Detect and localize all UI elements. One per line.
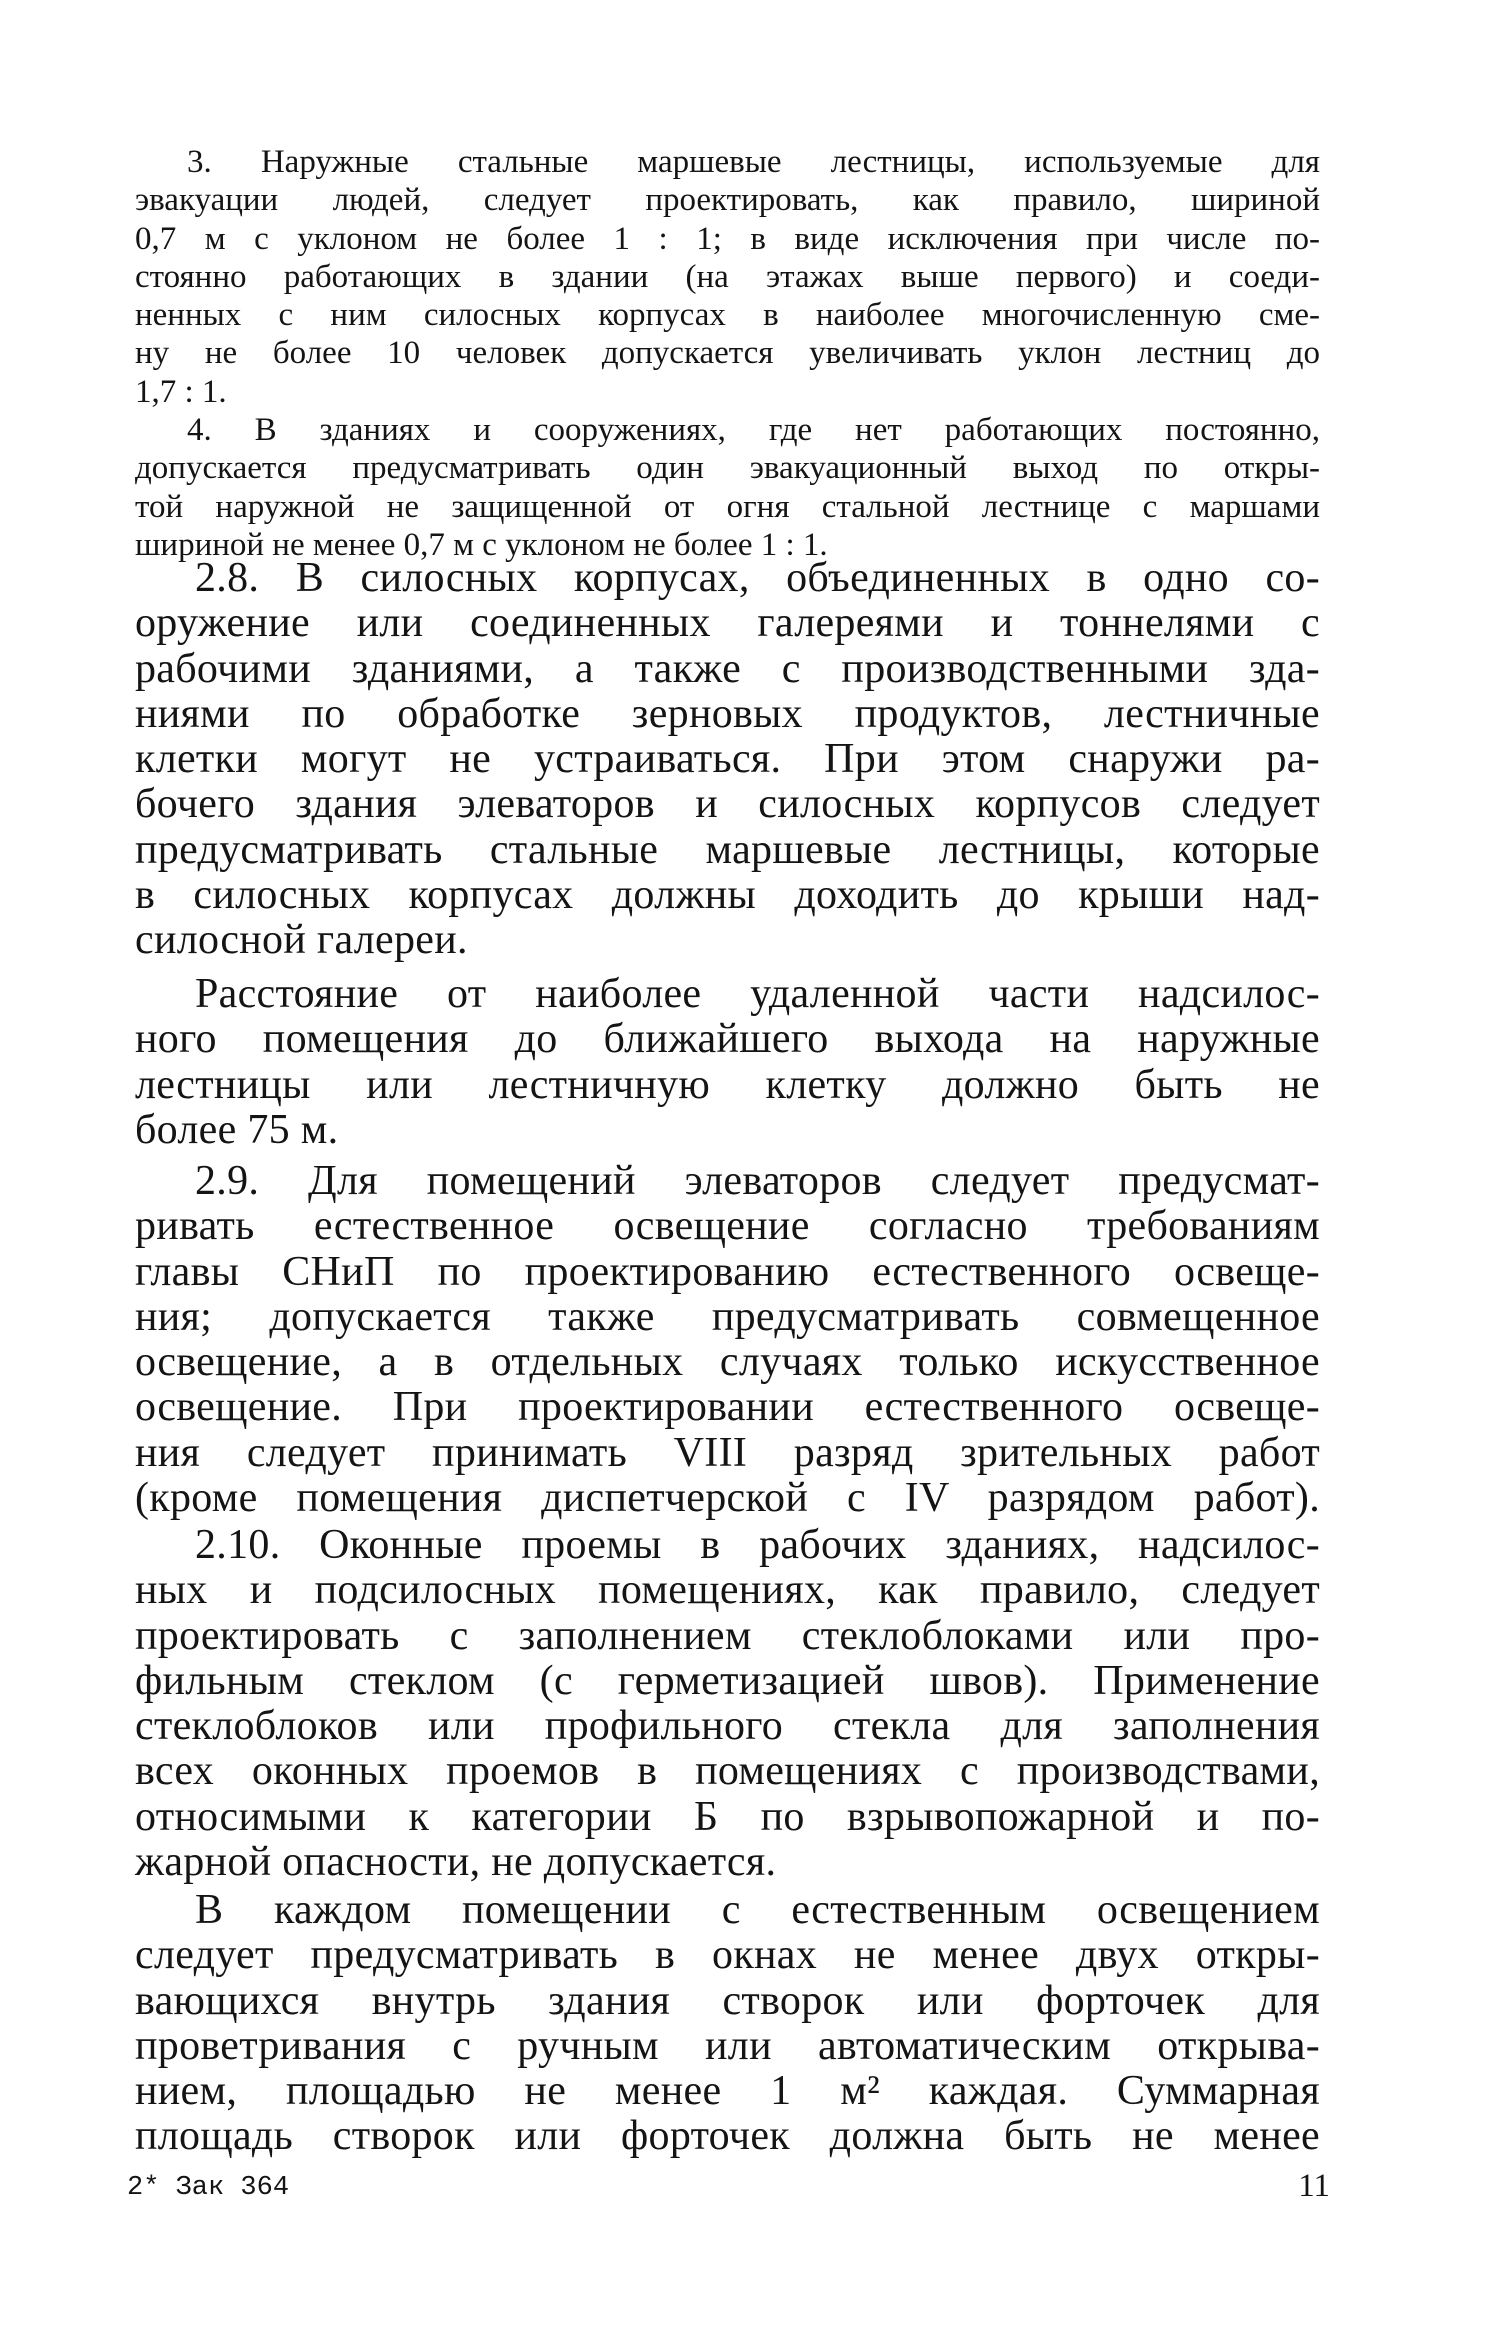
text-line: силосной галереи. xyxy=(135,917,468,964)
text-line: 4. В зданиях и сооружениях, где нет работающих постоянно, xyxy=(187,412,1320,448)
section-2-9 xyxy=(135,1159,1320,1521)
text-line: ну не более 10 человек допускается увеличивать уклон лестниц до xyxy=(135,335,1320,372)
text-line: рабочими зданиями, а также с производственными зда- xyxy=(135,645,1320,692)
text-line: ненных с ним силосных корпусах в наиболее многочисленную сме- xyxy=(135,297,1320,334)
text-line: 3. Наружные стальные маршевые лестницы, используемые для xyxy=(187,144,1320,180)
text-line: В каждом помещении с естественным освещением xyxy=(195,1887,1320,1933)
text-line: эвакуации людей, следует проектировать, как правило, шириной xyxy=(135,182,1320,219)
text-line: той наружной не защищенной от огня стальной лестнице с маршами xyxy=(135,488,1320,525)
text-line: вающихся внутрь здания створок или форточек для xyxy=(135,1977,1320,2024)
text-line: 0,7 м с уклоном не более 1 : 1; в виде исключения при числе по- xyxy=(135,220,1320,257)
text-line: предусматривать стальные маршевые лестницы, которые xyxy=(135,826,1320,873)
text-line: ния; допускается также предусматривать совмещенное xyxy=(135,1293,1320,1340)
text-line: (кроме помещения диспетчерской с IV разрядом работ). xyxy=(135,1475,1320,1522)
text-line: клетки могут не устраиваться. При этом снаружи ра- xyxy=(135,736,1320,783)
text-line: 2.10. Оконные проемы в рабочих зданиях, надсилос- xyxy=(195,1522,1320,1568)
text-line: 2.8. В силосных корпусах, объединенных в одно со- xyxy=(195,555,1320,601)
text-line: площадь створок или форточек должна быть не менее xyxy=(135,2113,1320,2160)
section-2-10 xyxy=(135,1523,1320,1885)
section-2-8 xyxy=(135,556,1320,964)
text-line: стоянно работающих в здании (на этажах выше первого) и соеди- xyxy=(135,258,1320,295)
text-line: жарной опасности, не допускается. xyxy=(135,1839,777,1886)
text-line: стеклоблоков или профильного стекла для заполнения xyxy=(135,1703,1320,1750)
text-line: ниями по обработке зерновых продуктов, лестничные xyxy=(135,690,1320,737)
text-line: главы СНиП по проектированию естественного освеще- xyxy=(135,1248,1320,1295)
page-number: 11 xyxy=(1298,2168,1330,2204)
paragraph-3 xyxy=(135,143,1320,411)
text-line: следует предусматривать в окнах не менее двух откры- xyxy=(135,1932,1320,1979)
text-line: в силосных корпусах должны доходить до крыши над- xyxy=(135,872,1320,919)
section-2-10-continued xyxy=(135,1888,1320,2160)
text-line: шириной не менее 0,7 м с уклоном не более 1 : 1. xyxy=(135,526,828,563)
text-line: проектировать с заполнением стеклоблоками или про- xyxy=(135,1612,1320,1659)
text-line: освещение. При проектировании естественного освеще- xyxy=(135,1384,1320,1431)
text-line: относимыми к категории Б по взрывопожарной и по- xyxy=(135,1793,1320,1840)
text-line: 2.9. Для помещений элеваторов следует предусмат- xyxy=(195,1158,1320,1204)
text-line: оружение или соединенных галереями и тоннелями с xyxy=(135,600,1320,647)
text-line: нием, площадью не менее 1 м² каждая. Суммарная xyxy=(135,2068,1320,2115)
text-line: лестницы или лестничную клетку должно быть не xyxy=(135,1061,1320,1108)
section-2-8-continued xyxy=(135,972,1320,1153)
text-line: Расстояние от наиболее удаленной части надсилос- xyxy=(195,971,1320,1017)
text-line: фильным стеклом (с герметизацией швов). Применение xyxy=(135,1657,1320,1704)
text-line: освещение, а в отдельных случаях только искусственное xyxy=(135,1339,1320,1386)
text-line: всех оконных проемов в помещениях с производствами, xyxy=(135,1748,1320,1795)
text-line: ных и подсилосных помещениях, как правило, следует xyxy=(135,1567,1320,1614)
text-line: ния следует принимать VIII разряд зрительных работ xyxy=(135,1429,1320,1476)
print-signature: 2* Зак 364 xyxy=(127,2173,290,2203)
text-line: проветривания с ручным или автоматическим открыва- xyxy=(135,2022,1320,2069)
text-line: допускается предусматривать один эвакуационный выход по откры- xyxy=(135,450,1320,487)
text-line: ривать естественное освещение согласно требованиям xyxy=(135,1203,1320,1250)
text-line: бочего здания элеваторов и силосных корпусов следует xyxy=(135,781,1320,828)
text-line: более 75 м. xyxy=(135,1106,339,1153)
text-line: 1,7 : 1. xyxy=(135,373,227,410)
text-line: ного помещения до ближайшего выхода на наружные xyxy=(135,1016,1320,1063)
paragraph-4 xyxy=(135,411,1320,564)
